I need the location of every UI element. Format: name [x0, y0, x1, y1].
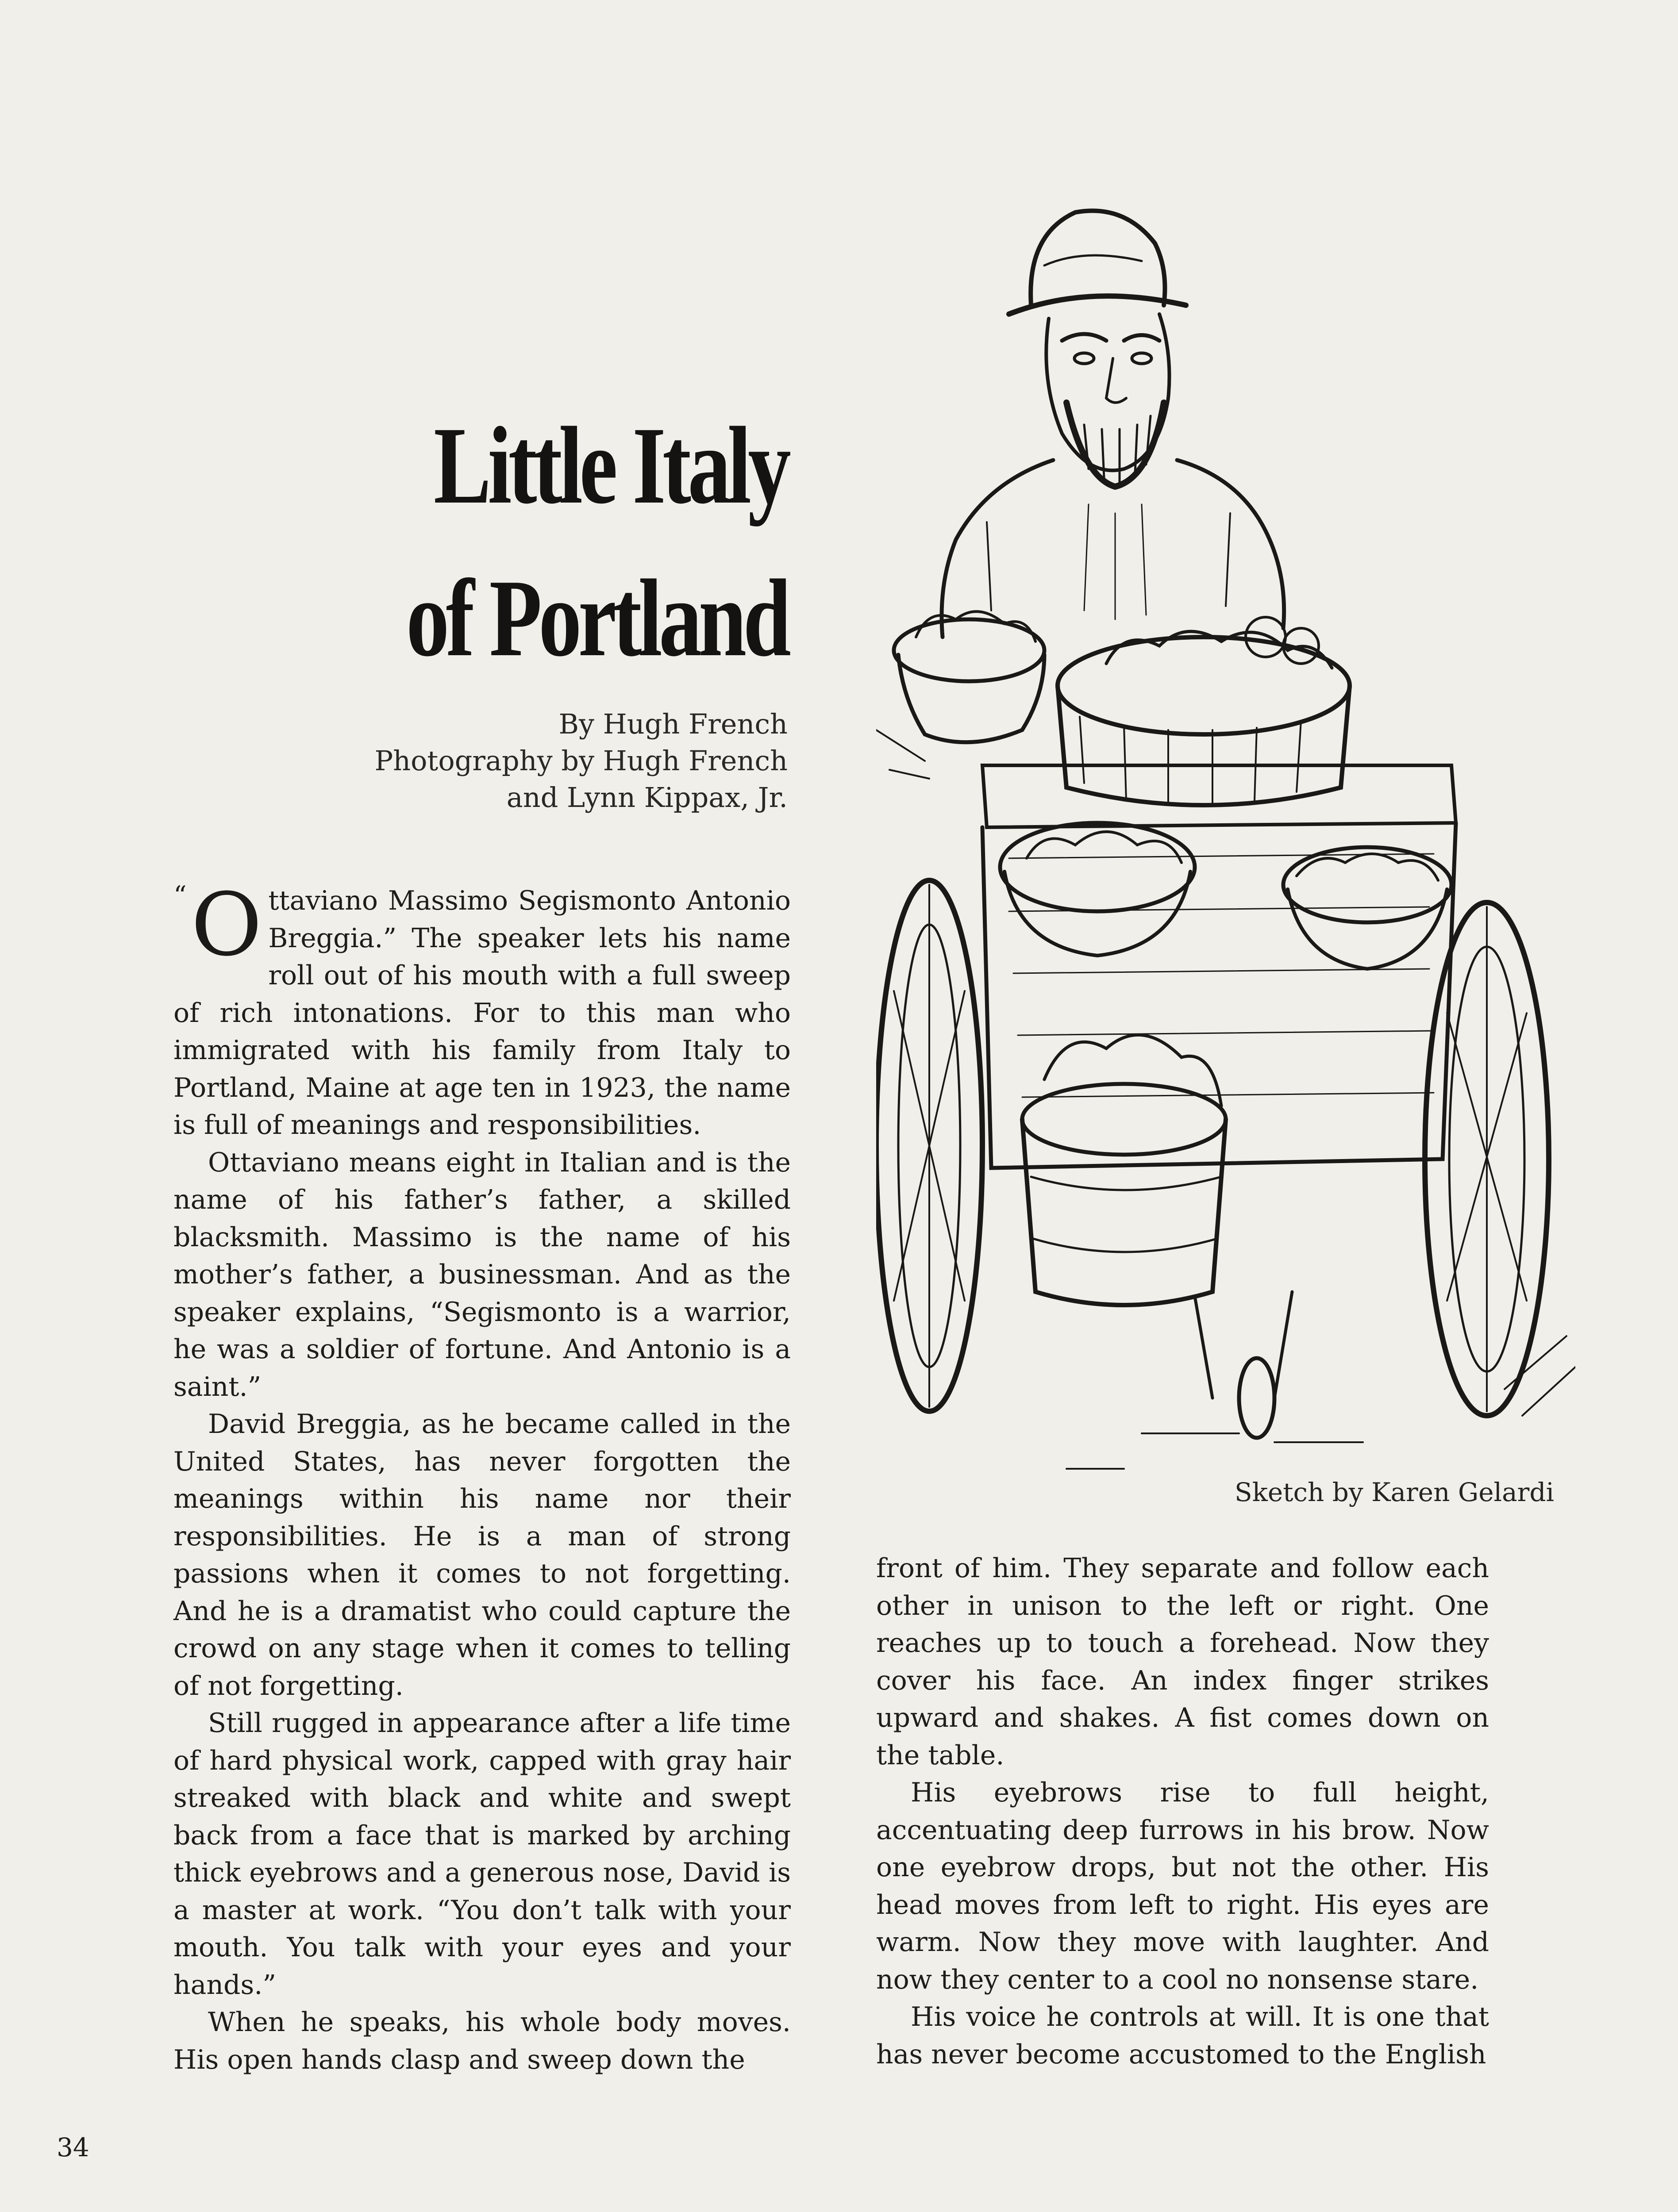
photo-credit-line-1: Photography by Hugh French	[374, 745, 788, 777]
byline-block	[266, 706, 788, 816]
paragraph-1	[173, 875, 791, 1144]
paragraph-6: His eyebrows rise to full height, accentuating deep furrows in his brow. Now one eyebrow drops, but not the other. His head moves from left to right. His eyes are warm. Now they move with laughter. And now they center to a cool no nonsense stare.	[876, 1777, 1489, 1995]
paragraph-2: Ottaviano means eight in Italian and is the name of his father’s father, a skilled blacksmith. Massimo is the name of his mother’s father, a businessman. And as the speaker explains, “Segismonto is a warrior, he was a soldier of fortune. And Antonio is a saint.”	[173, 1147, 791, 1402]
paragraph-7: His voice he controls at will. It is one that has never become accustomed to the English	[876, 2001, 1489, 2070]
paragraph-3: David Breggia, as he became called in the United States, has never forgotten the meanings within his name nor their responsibilities. He is a man of strong passions when it comes to not forgetting. And he is a dramatist who could capture the crowd on any stage when it comes to telling of not forgetting.	[173, 1409, 791, 1701]
photo-credit-line-2: and Lynn Kippax, Jr.	[506, 781, 788, 814]
title-line-1: Little Italy	[434, 404, 788, 527]
body-column-left	[173, 875, 791, 2078]
author-byline: By Hugh French	[558, 708, 788, 740]
title-line-2: of Portland	[406, 557, 788, 680]
vendor-cart-sketch	[876, 195, 1575, 1509]
paragraph-5-continued: front of him. They separate and follow each other in unison to the left or right. One reaches up to touch a forehead. Now they cover his face. An index finger strikes upward and shakes. A fist comes down on the table.	[876, 1553, 1489, 1771]
body-column-right	[876, 1550, 1489, 2073]
paragraph-4: Still rugged in appearance after a life time of hard physical work, capped with gray hair streaked with black and white and swept back from a face that is marked by arching thick eyebrows and a generous nose, David is a master at work. “You don’t talk with your mouth. You talk with your eyes and your hands.”	[173, 1708, 791, 2001]
drop-cap: O	[191, 875, 262, 975]
opening-quote-mark: “	[173, 880, 187, 910]
paragraph-5: When he speaks, his whole body moves. His open hands clasp and sweep down the	[173, 2007, 791, 2075]
page-number: 34	[57, 2132, 89, 2162]
article-title	[304, 389, 788, 695]
paragraph-1-text: ttaviano Massimo Segismonto Antonio Breggia.” The speaker lets his name roll out of his mouth with a full sweep of rich intonations. For to this man who immigrated with his family from Italy to Portland, Maine at age ten in 1923, the name is full of meanings and responsibilities.	[173, 885, 791, 1141]
sketch-credit: Sketch by Karen Gelardi	[1235, 1477, 1555, 1507]
